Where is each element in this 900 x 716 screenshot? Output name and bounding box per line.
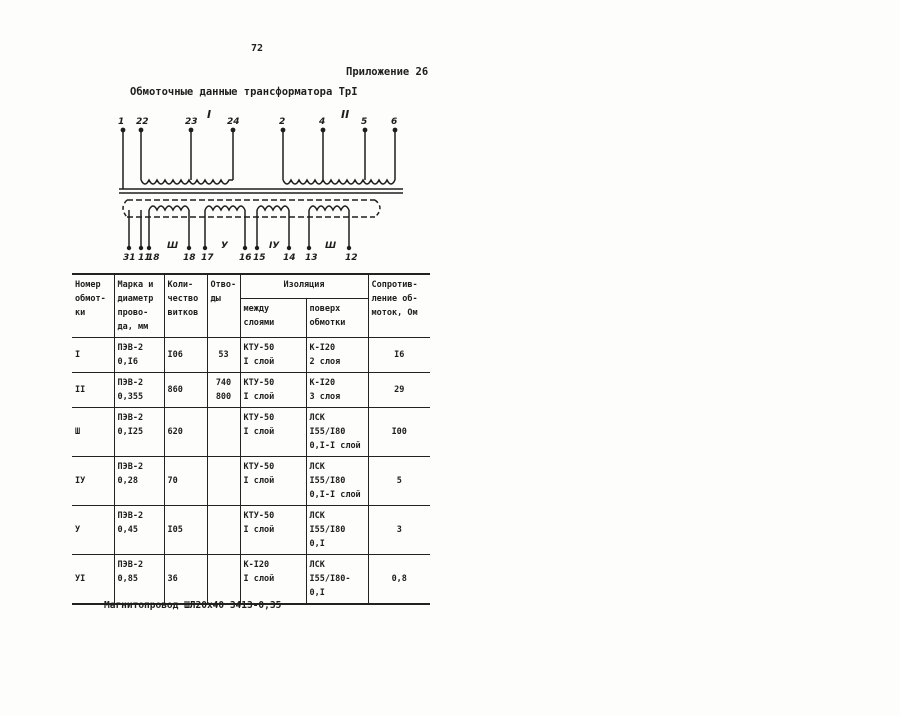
pin-label: 22 — [136, 117, 149, 127]
pin-label: 4 — [319, 117, 326, 127]
header-insulation-between-layers: между слоями — [240, 298, 306, 337]
winding-schematic — [105, 100, 405, 265]
winding-group-label: Ш — [167, 241, 179, 251]
header-turns: Коли- чество витков — [164, 274, 207, 338]
cell-wire: ПЭВ-2 0,355 — [114, 373, 164, 408]
cell-taps: 740 800 — [207, 373, 240, 408]
cell-resistance: I00 — [368, 408, 430, 457]
cell-insulation-over: К-I20 3 слоя — [306, 373, 368, 408]
cell-insulation-over: ЛСК I55/I80 0,I-I слой — [306, 408, 368, 457]
winding-group-label: Ш — [325, 241, 337, 251]
cell-wire: ПЭВ-2 0,85 — [114, 555, 164, 605]
cell-turns: I06 — [164, 338, 207, 373]
pin-label: 6 — [391, 117, 398, 127]
table-row — [72, 373, 430, 408]
header-taps: Отво- ды — [207, 274, 240, 338]
header-insulation: Изоляция — [240, 274, 368, 298]
document-title: Обмоточные данные трансформатора TpI — [130, 86, 358, 98]
table-row — [72, 338, 430, 373]
cell-number: У — [72, 506, 114, 555]
appendix-label: Приложение 26 — [346, 66, 429, 78]
table-row — [72, 555, 430, 605]
pin-label: 17 — [201, 253, 214, 263]
cell-resistance: 0,8 — [368, 555, 430, 605]
pin-label: 15 — [253, 253, 266, 263]
cell-resistance: 29 — [368, 373, 430, 408]
cell-wire: ПЭВ-2 0,28 — [114, 457, 164, 506]
header-resistance: Сопротив- ление об- моток, Ом — [368, 274, 430, 338]
cell-resistance: I6 — [368, 338, 430, 373]
cell-turns: 36 — [164, 555, 207, 605]
pin-label: 11 — [138, 253, 151, 263]
pin-label: 18 — [183, 253, 196, 263]
pin-label: 18 — [147, 253, 160, 263]
cell-taps — [207, 457, 240, 506]
pin-label: 24 — [227, 117, 240, 127]
header-insulation-over-winding: поверх обмотки — [306, 298, 368, 337]
cell-insulation-over: ЛСК I55/I80-0,I — [306, 555, 368, 605]
cell-taps — [207, 506, 240, 555]
winding-group-label: I — [207, 108, 212, 121]
cell-number: I — [72, 338, 114, 373]
page-number: 72 — [251, 43, 264, 54]
cell-insulation-between: КТУ-50 I слой — [240, 457, 306, 506]
cell-wire: ПЭВ-2 0,I6 — [114, 338, 164, 373]
core-note: Магнитопровод ШЛ20х40 3413-0,35 — [104, 600, 282, 611]
cell-insulation-over: ЛСК I55/I80 0,I-I слой — [306, 457, 368, 506]
cell-insulation-between: КТУ-50 I слой — [240, 373, 306, 408]
cell-number: Ш — [72, 408, 114, 457]
cell-taps: 53 — [207, 338, 240, 373]
cell-insulation-over: К-I20 2 слоя — [306, 338, 368, 373]
cell-turns: 860 — [164, 373, 207, 408]
winding-group-label: У — [221, 241, 228, 251]
pin-label: 14 — [283, 253, 296, 263]
cell-resistance: 5 — [368, 457, 430, 506]
table-row — [72, 506, 430, 555]
pin-label: 1 — [118, 117, 125, 127]
cell-insulation-between: К-I20 I слой — [240, 555, 306, 605]
cell-wire: ПЭВ-2 0,I25 — [114, 408, 164, 457]
cell-insulation-over: ЛСК I55/I80 0,I — [306, 506, 368, 555]
pin-label: 5 — [361, 117, 368, 127]
cell-insulation-between: КТУ-50 I слой — [240, 506, 306, 555]
cell-insulation-between: КТУ-50 I слой — [240, 408, 306, 457]
pin-label: 16 — [239, 253, 252, 263]
cell-insulation-between: КТУ-50 I слой — [240, 338, 306, 373]
cell-turns: 70 — [164, 457, 207, 506]
winding-group-label: II — [341, 108, 350, 121]
header-wire: Марка и диаметр прово- да, мм — [114, 274, 164, 338]
header-number: Номер обмот- ки — [72, 274, 114, 338]
cell-number: II — [72, 373, 114, 408]
cell-turns: I05 — [164, 506, 207, 555]
cell-number: IУ — [72, 457, 114, 506]
cell-taps — [207, 555, 240, 605]
cell-turns: 620 — [164, 408, 207, 457]
pin-label: 13 — [305, 253, 318, 263]
pin-label: 2 — [279, 117, 286, 127]
table-row — [72, 408, 430, 457]
pin-label: 31 — [123, 253, 136, 263]
winding-group-label: IУ — [269, 241, 280, 251]
cell-number: УI — [72, 555, 114, 605]
cell-wire: ПЭВ-2 0,45 — [114, 506, 164, 555]
cell-taps — [207, 408, 240, 457]
pin-label: 12 — [345, 253, 358, 263]
table-row — [72, 457, 430, 506]
cell-resistance: 3 — [368, 506, 430, 555]
pin-label: 23 — [185, 117, 198, 127]
winding-data-table — [72, 273, 430, 605]
